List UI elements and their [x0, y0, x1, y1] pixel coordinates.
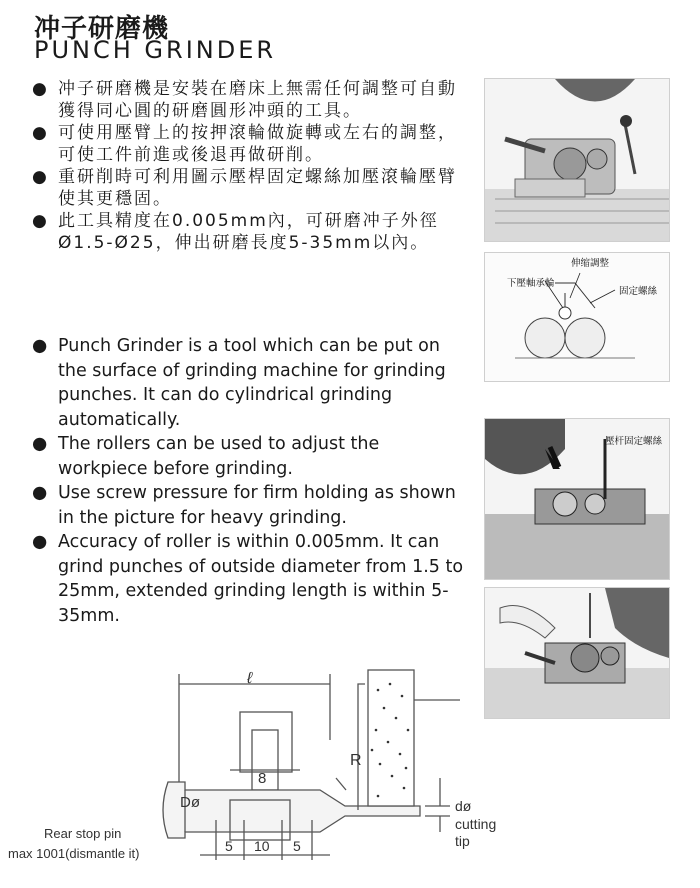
photo-roller-diagram	[484, 252, 670, 382]
bullet-icon: ●	[32, 211, 49, 231]
english-feature-list	[30, 334, 470, 628]
list-item: ● Punch Grinder is a tool which can be put on the surface of grinding machine for grinding punches. It can do cylindrical grinding automatically.	[32, 336, 446, 430]
radius-label: R	[350, 752, 362, 769]
dim-5a-label: 5	[225, 838, 233, 854]
label-lower-bearing: 下壓軸承輪	[507, 278, 555, 289]
list-item: ● 重研削時可利用圖示壓桿固定螺絲加壓滾輪壓臂使其更穩固。	[32, 167, 457, 209]
outer-dia-label: Dø	[180, 794, 200, 811]
list-item: ● 冲子研磨機是安裝在磨床上無需任何調整可自動獲得同心圓的研磨圓形冲頭的工具。	[32, 79, 457, 121]
bullet-icon: ●	[32, 123, 49, 143]
photo-lever-screw	[484, 418, 670, 580]
bullet-icon: ●	[32, 532, 48, 552]
page-title-en: PUNCH GRINDER	[34, 36, 277, 64]
rear-pin-note: max 1001(dismantle it)	[8, 846, 140, 861]
cutting-tip-label: cutting tip	[455, 816, 497, 849]
dim-8-label: 8	[258, 770, 267, 787]
length-symbol: ℓ	[247, 670, 253, 687]
label-fix-screw: 固定螺絲	[619, 286, 658, 297]
dim-10-label: 10	[254, 838, 270, 854]
list-item: ● 可使用壓臂上的按押滾輪做旋轉或左右的調整，可使工件前進或後退再做研削。	[32, 123, 457, 165]
bullet-icon: ●	[32, 336, 48, 356]
bullet-icon: ●	[32, 79, 49, 99]
label-extend-adjust: 伸缩調整	[571, 258, 610, 269]
list-item: ● Accuracy of roller is within 0.005mm. It can grind punches of outside diameter from 1.5 to 25mm, extended grinding length is within 5-35mm.	[32, 532, 464, 626]
label-lever-screw: 壓杆固定螺絲	[605, 436, 663, 447]
punch-technical-drawing	[0, 660, 700, 888]
photo-grinder-overview	[484, 78, 670, 242]
inner-dia-label: dø	[455, 798, 472, 814]
list-item: ● 此工具精度在0.005mm內，可研磨冲子外徑 Ø1.5-Ø25，伸出研磨長度5-35mm以內。	[32, 211, 439, 253]
list-item: ● Use screw pressure for firm holding as shown in the picture for heavy grinding.	[32, 483, 456, 528]
page-title-cn: 冲子研磨機	[34, 14, 170, 44]
dim-5b-label: 5	[293, 838, 301, 854]
bullet-icon: ●	[32, 434, 48, 454]
bullet-icon: ●	[32, 483, 48, 503]
bullet-icon: ●	[32, 167, 49, 187]
list-item: ● The rollers can be used to adjust the workpiece before grinding.	[32, 434, 380, 479]
chinese-feature-list	[30, 78, 470, 254]
rear-pin-label: Rear stop pin	[44, 826, 122, 841]
